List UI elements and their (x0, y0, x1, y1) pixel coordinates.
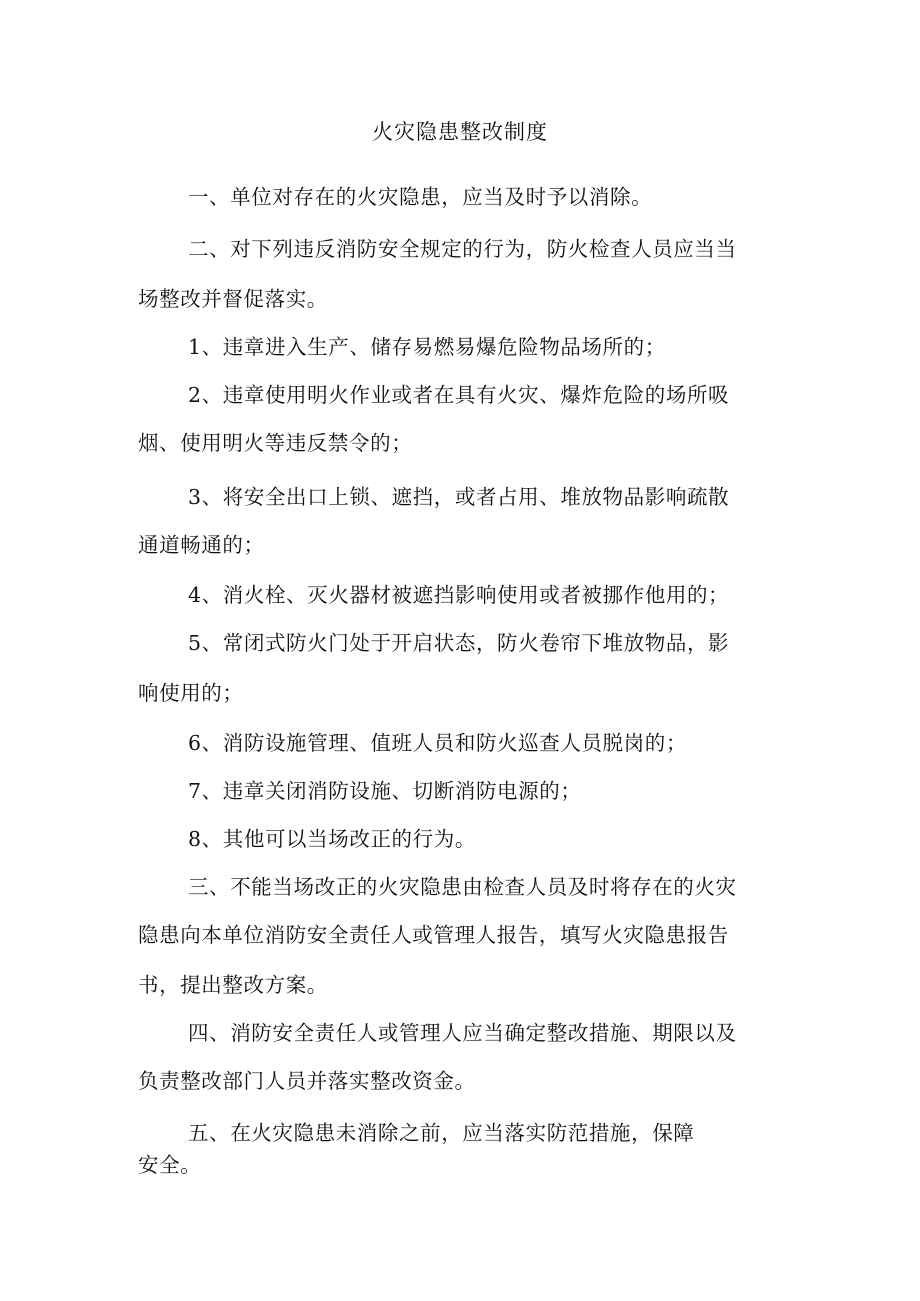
text-line: 隐患向本单位消防安全责任人或管理人报告，填写火灾隐患报告 (138, 923, 729, 947)
document-title: 火灾隐患整改制度 (372, 120, 548, 144)
text-line: 通道畅通的； (138, 533, 265, 557)
text-line: 5、常闭式防火门处于开启状态，防火卷帘下堆放物品，影 (188, 631, 730, 655)
text-line: 烟、使用明火等违反禁令的； (138, 431, 413, 455)
text-line: 二、对下列违反消防安全规定的行为，防火检查人员应当当 (188, 237, 737, 261)
text-line: 3、将安全出口上锁、遮挡，或者占用、堆放物品影响疏散 (188, 485, 730, 509)
text-line: 8、其他可以当场改正的行为。 (188, 827, 476, 851)
text-line: 书，提出整改方案。 (138, 973, 328, 997)
text-line: 响使用的； (138, 681, 244, 705)
text-line: 1、违章进入生产、储存易燃易爆危险物品场所的； (188, 335, 666, 359)
text-line: 五、在火灾隐患未消除之前，应当落实防范措施，保障 (188, 1121, 695, 1145)
text-line: 安全。 (138, 1153, 202, 1177)
text-line: 6、消防设施管理、值班人员和防火巡查人员脱岗的； (188, 731, 687, 755)
text-line: 一、单位对存在的火灾隐患，应当及时予以消除。 (188, 185, 653, 209)
text-line: 四、消防安全责任人或管理人应当确定整改措施、期限以及 (188, 1021, 737, 1045)
text-line: 场整改并督促落实。 (138, 287, 328, 311)
text-line: 负责整改部门人员并落实整改资金。 (138, 1069, 476, 1093)
text-line: 2、违章使用明火作业或者在具有火灾、爆炸危险的场所吸 (188, 383, 730, 407)
text-line: 4、消火栓、灭火器材被遮挡影响使用或者被挪作他用的； (188, 583, 730, 607)
text-line: 7、违章关闭消防设施、切断消防电源的； (188, 779, 582, 803)
text-line: 三、不能当场改正的火灾隐患由检查人员及时将存在的火灾 (188, 875, 737, 899)
